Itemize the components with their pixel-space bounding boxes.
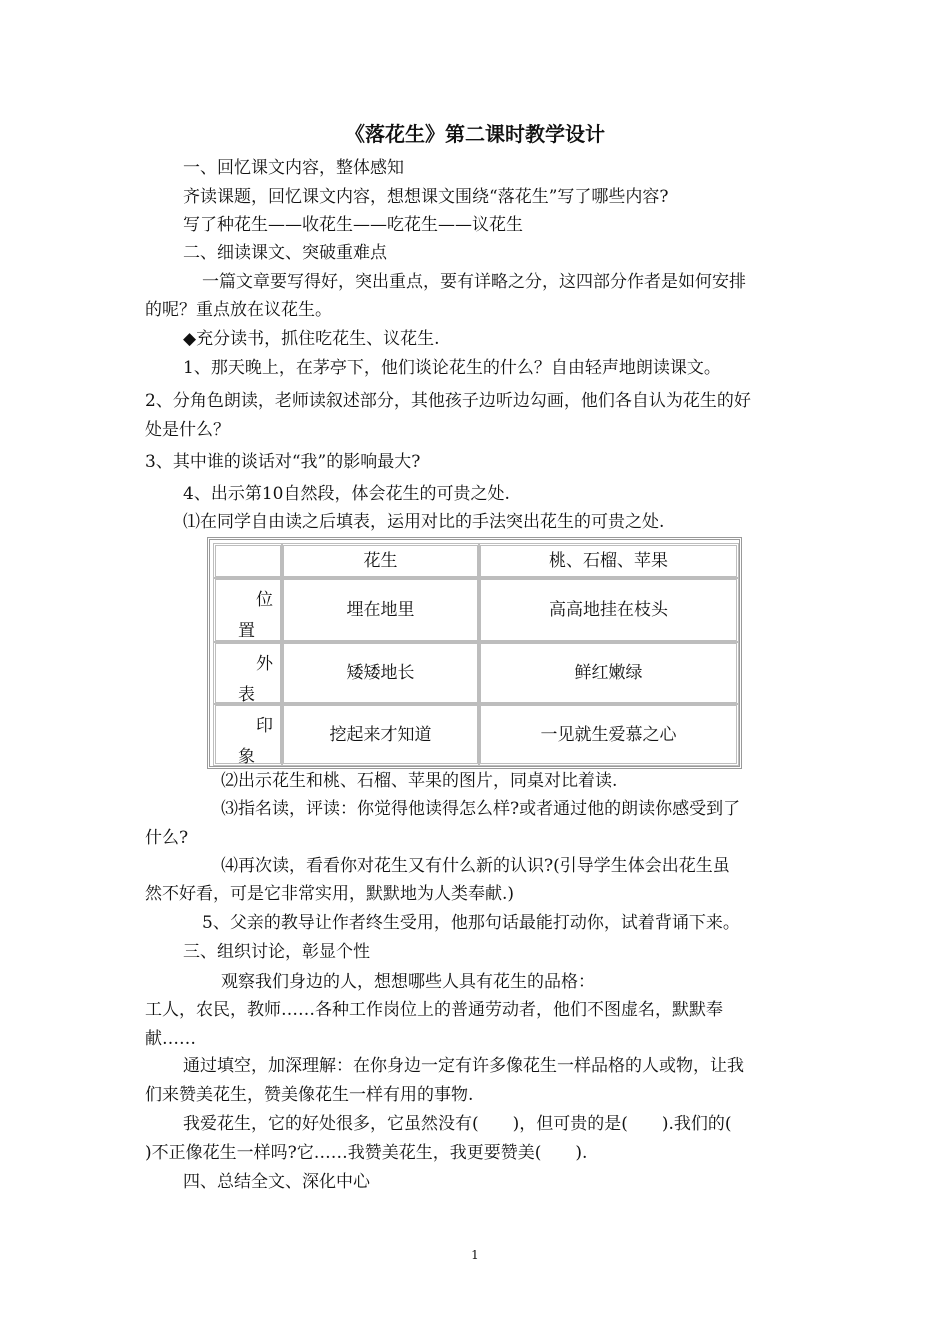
numbered-line: 2、分角色朗读，老师读叙述部分，其他孩子边听边勾画，他们各自认为花生的好	[145, 391, 751, 411]
paragraph-line: 工人，农民，教师……各种工作岗位上的普通劳动者，他们不图虚名，默默奉	[145, 1000, 723, 1020]
sub-item-line: ⑷再次读，看看你对花生又有什么新的认识?(引导学生体会出花生虽	[221, 856, 730, 876]
paragraph-line: 处是什么？	[145, 420, 230, 440]
row-label-char: 置	[238, 621, 255, 641]
section-heading-3: 三、组织讨论，彰显个性	[183, 942, 370, 962]
section-heading-4: 四、总结全文、深化中心	[183, 1172, 370, 1192]
row-label-char: 印	[256, 716, 273, 736]
paragraph-line: 通过填空，加深理解：在你身边一定有许多像花生一样品格的人或物，让我	[183, 1056, 744, 1076]
sub-item-line: ⑴在同学自由读之后填表，运用对比的手法突出花生的可贵之处.	[183, 512, 665, 532]
paragraph-line: 写了种花生——收花生——吃花生——议花生	[183, 215, 523, 235]
table-row-label	[213, 577, 283, 643]
row-label-char: 象	[238, 747, 255, 767]
paragraph-line: 们来赞美花生，赞美像花生一样有用的事物.	[145, 1085, 474, 1105]
table-header-empty	[213, 543, 283, 579]
paragraph-line: 献……	[145, 1029, 196, 1049]
paragraph-line: 齐读课题，回忆课文内容，想想课文围绕“落花生”写了哪些内容?	[183, 187, 669, 207]
table-header-others: 桃、石榴、苹果	[478, 543, 739, 579]
numbered-line: 3、其中谁的谈话对“我”的影响最大?	[145, 452, 421, 472]
paragraph-line: 一篇文章要写得好，突出重点，要有详略之分，这四部分作者是如何安排	[202, 272, 746, 292]
table-cell: 埋在地里	[281, 577, 480, 643]
table-row-label	[213, 703, 283, 766]
comparison-table	[207, 537, 742, 769]
sub-item-line: ⑶指名读，评读：你觉得他读得怎么样?或者通过他的朗读你感受到了	[221, 799, 741, 819]
paragraph-line: 什么?	[145, 828, 189, 848]
table-cell: 高高地挂在枝头	[478, 577, 739, 643]
paragraph-line: 的呢？重点放在议花生。	[145, 300, 332, 320]
section-heading-1: 一、回忆课文内容，整体感知	[183, 158, 404, 178]
row-label-char: 表	[238, 685, 255, 705]
row-label-char: 外	[256, 654, 273, 674]
numbered-line: 5、父亲的教导让作者终生受用，他那句话最能打动你，试着背诵下来。	[202, 913, 740, 933]
fill-blank-line: )不正像花生一样吗?它……我赞美花生，我更要赞美( ).	[145, 1143, 588, 1163]
table-cell: 挖起来才知道	[281, 703, 480, 766]
numbered-line: 4、出示第10自然段，体会花生的可贵之处.	[183, 484, 510, 504]
row-label-char: 位	[256, 590, 273, 610]
section-heading-2: 二、细读课文、突破重难点	[183, 243, 387, 263]
fill-blank-line: 我爱花生，它的好处很多，它虽然没有( )，但可贵的是( ).我们的(	[183, 1114, 732, 1134]
table-cell: 鲜红嫩绿	[478, 641, 739, 705]
page-number: 1	[471, 1248, 479, 1262]
table-cell: 一见就生爱慕之心	[478, 703, 739, 766]
paragraph-line: 观察我们身边的人，想想哪些人具有花生的品格：	[221, 972, 595, 992]
table-header-peanut: 花生	[281, 543, 480, 579]
sub-item-line: ⑵出示花生和桃、石榴、苹果的图片，同桌对比着读.	[221, 771, 618, 791]
document-title: 《落花生》第二课时教学设计	[345, 122, 605, 146]
table-row-label	[213, 641, 283, 705]
paragraph-line: 然不好看，可是它非常实用，默默地为人类奉献.)	[145, 884, 515, 904]
bullet-line: ◆充分读书，抓住吃花生、议花生.	[183, 329, 440, 349]
table-cell: 矮矮地长	[281, 641, 480, 705]
numbered-line: 1、那天晚上，在茅亭下，他们谈论花生的什么？自由轻声地朗读课文。	[183, 358, 721, 378]
